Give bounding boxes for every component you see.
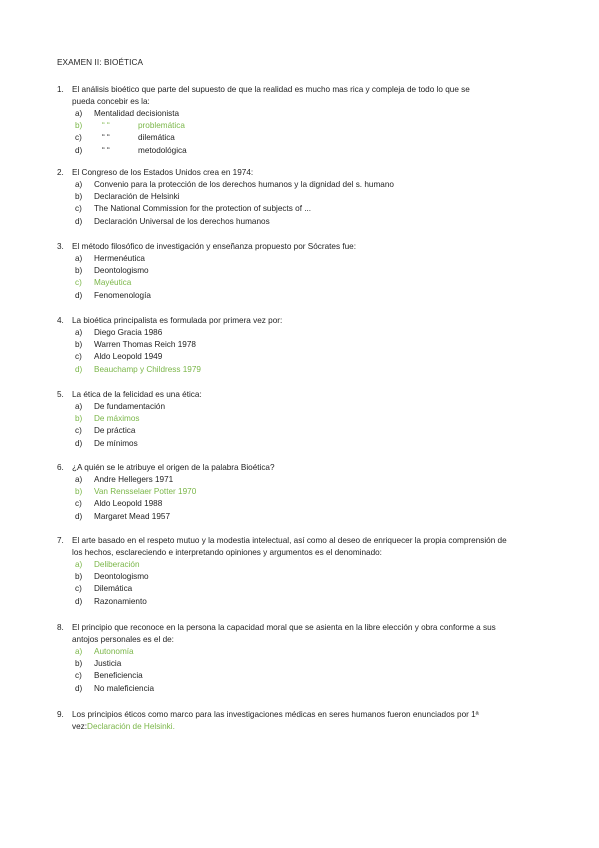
option-text: Dilemática xyxy=(94,584,133,594)
option-text: Deontologismo xyxy=(94,266,149,276)
option-text: Diego Gracia 1986 xyxy=(94,328,163,337)
option-text: No maleficiencia xyxy=(94,683,155,693)
question-text-continued: antojos personales es el de: xyxy=(72,635,174,644)
option-text: Warren Thomas Reich 1978 xyxy=(94,340,196,350)
option-c xyxy=(57,583,547,595)
option-c xyxy=(57,498,547,510)
option-c xyxy=(57,351,547,363)
option-letter: b) xyxy=(75,340,83,350)
question-8 xyxy=(57,622,547,695)
option-a-correct xyxy=(57,646,547,658)
option-letter: d) xyxy=(75,438,83,448)
question-text: ¿A quién se le atribuye el origen de la palabra Bioética? xyxy=(72,463,275,472)
question-6 xyxy=(57,462,547,523)
option-text: Mentalidad decisionista xyxy=(94,109,180,118)
option-letter: a) xyxy=(75,328,83,337)
option-text: dilemática xyxy=(138,133,175,143)
option-text: Margaret Mead 1957 xyxy=(94,511,171,521)
question-text: La bioética principalista es formulada por primera vez por: xyxy=(72,316,283,325)
option-d xyxy=(57,596,547,608)
option-letter: c) xyxy=(75,584,82,594)
option-text: De máximos xyxy=(94,414,140,424)
option-letter: b) xyxy=(75,414,83,424)
option-letter: b) xyxy=(75,121,83,131)
question-1 xyxy=(57,84,547,157)
option-d xyxy=(57,438,547,450)
option-b xyxy=(57,658,547,670)
option-a xyxy=(57,327,547,339)
question-number: 1. xyxy=(57,85,64,94)
option-letter: b) xyxy=(75,572,83,582)
option-letter: d) xyxy=(75,364,83,374)
option-letter: d) xyxy=(75,511,83,521)
option-letter: a) xyxy=(75,109,83,118)
question-number: 3. xyxy=(57,242,64,251)
question-7 xyxy=(57,535,547,608)
option-text: Beauchamp y Childress 1979 xyxy=(94,364,201,374)
option-text: Justicia xyxy=(94,659,122,669)
option-letter: a) xyxy=(75,647,83,656)
option-d-correct xyxy=(57,364,547,376)
option-text: De mínimos xyxy=(94,438,138,448)
option-b xyxy=(57,339,547,351)
option-letter: c) xyxy=(75,204,82,214)
option-letter: a) xyxy=(75,180,83,189)
option-text: Andre Hellegers 1971 xyxy=(94,475,174,484)
option-letter: a) xyxy=(75,254,83,263)
option-text: De práctica xyxy=(94,426,136,436)
option-text: Van Rensselaer Potter 1970 xyxy=(94,487,197,497)
question-number: 9. xyxy=(57,710,64,719)
question-number: 7. xyxy=(57,536,64,545)
option-a xyxy=(57,253,547,265)
option-text: Deliberación xyxy=(94,560,140,569)
question-number: 2. xyxy=(57,168,64,177)
option-c xyxy=(57,425,547,437)
option-text: Aldo Leopold 1949 xyxy=(94,352,163,362)
question-text: El principio que reconoce en la persona la capacidad moral que se asienta en la libre elección y obra conforme a sus xyxy=(72,623,496,632)
option-text: Autonomía xyxy=(94,647,134,656)
option-b-correct xyxy=(57,486,547,498)
option-letter: c) xyxy=(75,426,82,436)
question-number: 4. xyxy=(57,316,64,325)
option-d xyxy=(57,511,547,523)
option-a xyxy=(57,108,547,120)
option-text: Deontologismo xyxy=(94,572,149,582)
option-a xyxy=(57,179,547,191)
question-text: El método filosófico de investigación y enseñanza propuesto por Sócrates fue: xyxy=(72,242,357,251)
option-text: metodológica xyxy=(138,145,187,155)
option-b xyxy=(57,265,547,277)
question-number: 5. xyxy=(57,390,64,399)
question-text: El Congreso de los Estados Unidos crea en 1974: xyxy=(72,168,254,177)
option-text: problemática xyxy=(138,121,185,131)
ditto-marks: “ “ xyxy=(102,121,110,131)
option-text: The National Commission for the protection of subjects of ... xyxy=(94,204,312,214)
option-text: Aldo Leopold 1988 xyxy=(94,499,163,509)
option-a xyxy=(57,474,547,486)
option-letter: d) xyxy=(75,290,83,300)
question-4 xyxy=(57,315,547,376)
question-9 xyxy=(57,709,547,733)
option-c xyxy=(57,670,547,682)
option-text: De fundamentación xyxy=(94,402,166,411)
option-b xyxy=(57,191,547,203)
option-letter: c) xyxy=(75,499,82,509)
option-letter: a) xyxy=(75,475,83,484)
ditto-marks: “ “ xyxy=(102,133,110,143)
option-text: Declaración de Helsinki xyxy=(94,192,180,202)
question-text: La ética de la felicidad es una ética: xyxy=(72,390,202,399)
option-letter: c) xyxy=(75,352,82,362)
question-number: 6. xyxy=(57,463,64,472)
option-letter: a) xyxy=(75,560,83,569)
option-text: Fenomenología xyxy=(94,290,151,300)
question-3 xyxy=(57,241,547,302)
option-d xyxy=(57,683,547,695)
question-text: El análisis bioético que parte del supuesto de que la realidad es mucho mas rica y compleja de todo lo que se xyxy=(72,85,470,94)
option-letter: d) xyxy=(75,216,83,226)
exam-title: EXAMEN II: BIOÉTICA xyxy=(57,58,144,67)
option-d xyxy=(57,216,547,228)
option-b xyxy=(57,571,547,583)
option-letter: b) xyxy=(75,487,83,497)
option-text: Convenio para la protección de los derechos humanos y la dignidad del s. humano xyxy=(94,180,394,189)
option-letter: c) xyxy=(75,671,82,681)
question-2 xyxy=(57,167,547,228)
option-letter: a) xyxy=(75,402,83,411)
option-text: Hermenéutica xyxy=(94,254,145,263)
option-c xyxy=(57,203,547,215)
option-letter: d) xyxy=(75,683,83,693)
ditto-marks: “ “ xyxy=(102,145,110,155)
option-a xyxy=(57,401,547,413)
option-b-correct xyxy=(57,120,547,132)
option-letter: b) xyxy=(75,659,83,669)
answer-prefix: vez: xyxy=(72,722,88,731)
option-text: Mayéutica xyxy=(94,278,132,288)
option-letter: c) xyxy=(75,133,82,143)
question-text: El arte basado en el respeto mutuo y la modestia intelectual, así como al deseo de enriquecer la propia comprensión de xyxy=(72,536,507,545)
question-text-continued: pueda concebir es la: xyxy=(72,97,150,106)
option-letter: b) xyxy=(75,266,83,276)
option-c-correct xyxy=(57,277,547,289)
option-a-correct xyxy=(57,559,547,571)
option-letter: b) xyxy=(75,192,83,202)
option-b-correct xyxy=(57,413,547,425)
question-number: 8. xyxy=(57,623,64,632)
option-text: Beneficiencia xyxy=(94,671,143,681)
option-d xyxy=(57,290,547,302)
option-letter: d) xyxy=(75,145,83,155)
option-text: Razonamiento xyxy=(94,596,147,606)
question-text: Los principios éticos como marco para las investigaciones médicas en seres humanos fueron enunciados por 1ª xyxy=(72,710,479,719)
option-c xyxy=(57,132,547,144)
question-text-continued: los hechos, esclareciendo e interpretando opiniones y argumentos es el denominado: xyxy=(72,548,382,557)
answer-text-correct: Declaración de Helsinki. xyxy=(87,722,175,731)
option-letter: d) xyxy=(75,596,83,606)
option-letter: c) xyxy=(75,278,82,288)
option-d xyxy=(57,145,547,157)
option-text: Declaración Universal de los derechos humanos xyxy=(94,216,270,226)
question-5 xyxy=(57,389,547,450)
question-answer-line xyxy=(72,721,175,733)
